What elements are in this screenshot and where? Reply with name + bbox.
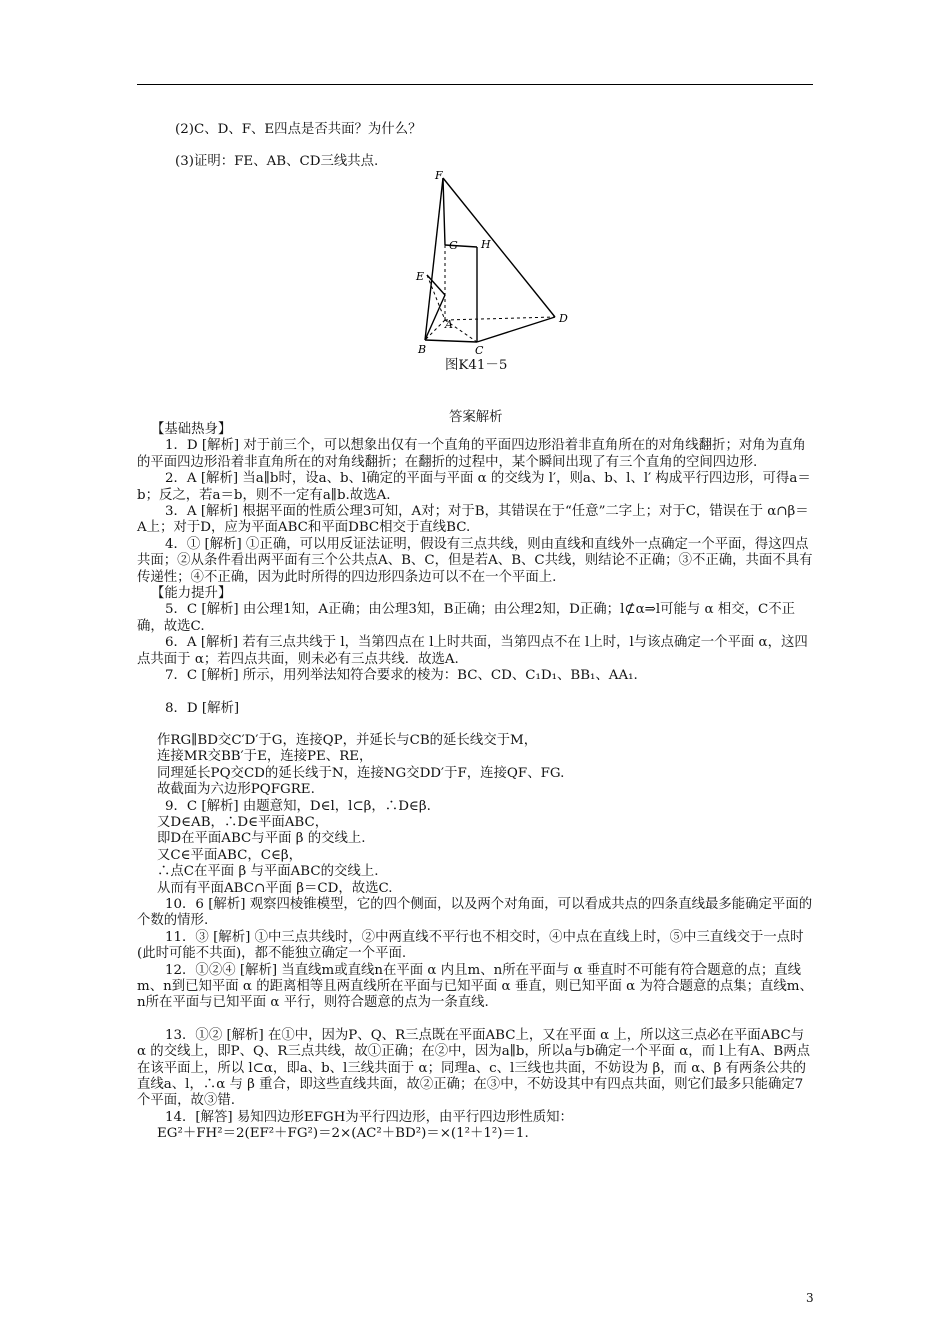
question-2: (2)C、D、F、E四点是否共面？为什么？ — [175, 122, 422, 137]
answer-paragraph: 4．① [解析] ①正确，可以用反证法证明，假设有三点共线，则由直线和直线外一点确定一个平面，得这四点共面；②从条件看出两平面有三个公共点A、B、C，但是若A、B、C共线，则结论不正确；③不正确，共面不具有传递性；④不正确，因为此时所得的四边形四条边可以不在一个平面上. — [137, 536, 813, 585]
edge-CD — [477, 317, 555, 342]
answer-paragraph: ∴点C在平面 β 与平面ABC的交线上. — [157, 864, 379, 880]
answer-paragraph: 【基础热身】 — [151, 422, 232, 437]
label-C: C — [475, 344, 484, 357]
answer-paragraph: 【能力提升】 — [151, 586, 232, 602]
spacer — [137, 717, 813, 733]
answer-paragraph: 从而有平面ABC∩平面 β＝CD，故选C. — [157, 880, 393, 896]
edge-FD — [443, 178, 555, 317]
answer-paragraph: 即D在平面ABC与平面 β 的交线上. — [157, 831, 366, 847]
header-rule — [137, 84, 813, 85]
answer-paragraph: 6．A [解析] 若有三点共线于 l，当第四点在 l上时共面，当第四点不在 l上时，l与该点确定一个平面 α，这四点共面于 α；若四点共面，则未必有三点共线．故选A. — [137, 635, 808, 667]
label-F: F — [435, 169, 443, 182]
label-D: D — [559, 312, 568, 325]
label-E: E — [416, 270, 425, 283]
answer-paragraph: 7．C [解析] 所示，用列举法知符合要求的棱为：BC、CD、C₁D₁、BB₁、AA₁. — [165, 668, 638, 684]
spacer — [137, 685, 813, 701]
label-A: A — [445, 318, 453, 331]
question-3: (3)证明：FE、AB、CD三线共点. — [175, 154, 379, 169]
answer-paragraph: 11．③ [解析] ①中三点共线时，②中两直线不平行也不相交时，④中点在直线上时，⑤中三直线交于一点时(此时可能不共面)，都不能独立确定一个平面. — [137, 929, 804, 962]
answer-paragraph: 又C∈平面ABC，C∈β， — [157, 847, 303, 863]
answer-paragraph: 12．①②④ [解析] 当直线m或直线n在平面 α 内且m、n所在平面与 α 垂直时不可能有符合题意的点；直线m、n到已知平面 α 的距离相等且两直线所在平面与已知平面 α 垂直，则已知平面 α 为符合题意的点集；直线m、n所在平面与已知平面 α 平行，则符合题意的点为一条直线. — [137, 962, 813, 1011]
answer-paragraph: 1．D [解析] 对于前三个，可以想象出仅有一个直角的平面四边形沿着非直角所在的对角线翻折；对角为直角的平面四边形沿着非直角所在的对角线翻折；在翻折的过程中，某个瞬间出现了有三个直角的空间四边形. — [137, 438, 806, 470]
answer-paragraph: 同理延长PQ交CD的延长线于N，连接NG交DD′于F，连接QF、FG. — [157, 765, 565, 781]
answer-paragraph: 3．A [解析] 根据平面的性质公理3可知，A对；对于B，其错误在于“任意”二字上；对于C，错误在于 α∩β＝A上；对于D，应为平面ABC和平面DBC相交于直线BC. — [137, 504, 809, 536]
label-G: G — [449, 239, 458, 252]
edge-FB — [425, 178, 443, 340]
answer-paragraph: 5．C [解析] 由公理1知，A正确；由公理3知，B正确；由公理2知，D正确；l⊄α⇒l可能与 α 相交，C不正确，故选C. — [137, 602, 796, 634]
label-H: H — [481, 238, 491, 251]
answer-paragraph: 又D∈AB，∴D∈平面ABC， — [157, 814, 329, 830]
figure-svg — [405, 165, 585, 360]
answer-paragraph: 14．[解答] 易知四边形EFGH为平行四边形，由平行四边形性质知： — [165, 1109, 573, 1125]
answer-paragraph: 故截面为六边形PQFGRE. — [157, 782, 315, 798]
answer-paragraph: 连接MR交BB′于E，连接PE、RE， — [157, 749, 373, 765]
page-number: 3 — [806, 1291, 814, 1305]
answer-paragraph: 10．6 [解析] 观察四棱锥模型，它的四个侧面，以及两个对角面，可以看成共点的四条直线最多能确定平面的个数的情形. — [137, 896, 813, 929]
edge-BC — [425, 340, 477, 342]
hidden-edge-AB — [425, 320, 445, 340]
spacer — [137, 1012, 813, 1028]
geometry-figure — [405, 165, 585, 360]
hidden-edge-AD — [445, 317, 555, 320]
answer-paragraph: 9．C [解析] 由题意知，D∈l，l⊂β，∴D∈β. — [165, 798, 431, 814]
answer-paragraph: 8．D [解析] — [165, 700, 240, 716]
section-title: 答案解析 — [449, 410, 503, 425]
answer-paragraph: 13．①② [解析] 在①中，因为P、Q、R三点既在平面ABC上，又在平面 α 上，所以这三点必在平面ABC与 α 的交线上，即P、Q、R三点共线，故①正确；在②中，因为a∥b，所以a与b确定一个平面 α，而 l上有A、B两点在该平面上，所以 l⊂α，即a、b、l三线共面于 α；同理a、c、l三线也共面，不妨设为 β，而 α、β 有两条公共的直线a、l，∴α 与 β 重合，即这些直线共面，故②正确；在③中，不妨设其中有四点共面，则它们最多只能确定7个平面，故③错. — [137, 1027, 811, 1109]
answer-body — [137, 422, 813, 1143]
edge-FG — [443, 178, 445, 245]
figure-caption: 图K41－5 — [445, 358, 508, 373]
answer-paragraph: 2．A [解析] 当a∥b时，设a、b、l确定的平面与平面 α 的交线为 l′，则a、b、l、l′ 构成平行四边形，可得a＝b；反之，若a＝b，则不一定有a∥b.故选A. — [137, 471, 811, 503]
label-B: B — [418, 343, 427, 356]
answer-paragraph: EG²＋FH²＝2(EF²＋FG²)＝2×(AC²＋BD²)＝×(1²＋1²)＝1. — [157, 1126, 529, 1142]
answer-paragraph: 作RG∥BD交C′D′于G，连接QP，并延长与CB的延长线交于M， — [157, 732, 538, 748]
